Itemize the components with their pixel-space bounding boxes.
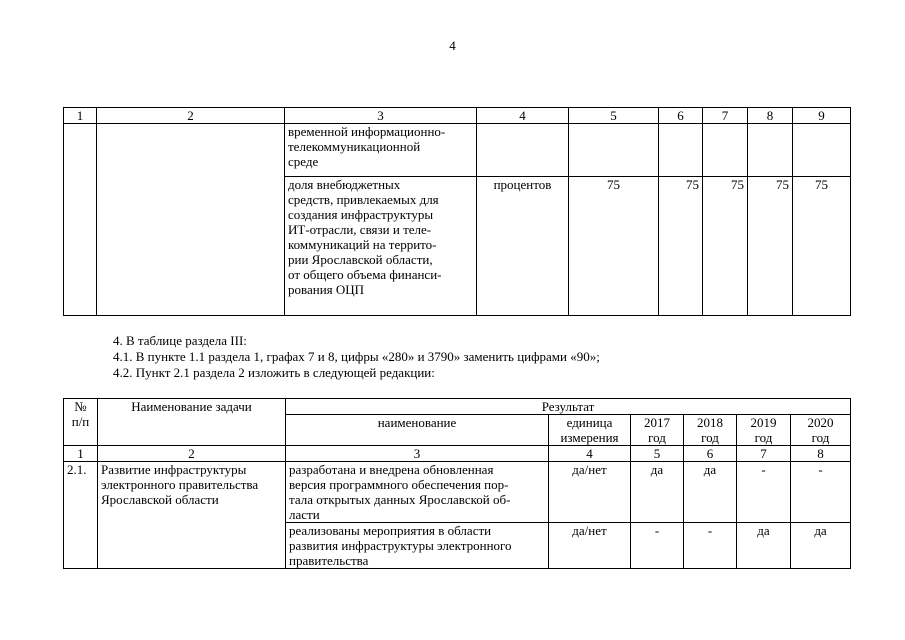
table1-row bbox=[64, 124, 851, 177]
numbering-cell: 4 bbox=[549, 446, 631, 462]
result-value-cell: да bbox=[684, 462, 737, 523]
result-unit-cell: да/нет bbox=[549, 523, 631, 569]
indicator-name-line: доля внебюджетных bbox=[288, 177, 401, 192]
page-number: 4 bbox=[449, 38, 456, 53]
amendment-paragraph: 4.1. В пункте 1.1 раздела 1, графах 7 и 8, цифры «280» и 3790» заменить цифрами «90»; bbox=[113, 349, 600, 364]
table1-cell bbox=[64, 124, 97, 316]
indicator-name-line: от общего объема финанси- bbox=[288, 267, 442, 282]
numbering-cell: 1 bbox=[64, 446, 98, 462]
col-year-header: 2018 год bbox=[684, 415, 737, 446]
table1-header-cell: 2 bbox=[97, 108, 285, 124]
table1-cell bbox=[703, 124, 748, 177]
table1-cell bbox=[793, 124, 851, 177]
indicator-name-line: рии Ярославской области, bbox=[288, 252, 433, 267]
col-task-header: Наименование задачи bbox=[98, 399, 286, 446]
tasks-table bbox=[63, 398, 851, 569]
table1-header-cell: 3 bbox=[285, 108, 477, 124]
table1-header-cell: 4 bbox=[477, 108, 569, 124]
table1-cell bbox=[97, 124, 285, 316]
result-value-cell: - bbox=[737, 462, 791, 523]
amendment-paragraph: 4.2. Пункт 2.1 раздела 2 изложить в следующей редакции: bbox=[113, 365, 435, 380]
col-year-header: 2017 год bbox=[631, 415, 684, 446]
result-value-cell: - bbox=[684, 523, 737, 569]
numbering-cell: 6 bbox=[684, 446, 737, 462]
numbering-cell: 2 bbox=[98, 446, 286, 462]
amendment-paragraph: 4. В таблице раздела III: bbox=[113, 333, 247, 348]
indicator-name-line: рования ОЦП bbox=[288, 282, 365, 297]
table2-numbering-row bbox=[64, 446, 851, 462]
numbering-cell: 8 bbox=[791, 446, 851, 462]
result-value-cell: да bbox=[631, 462, 684, 523]
result-unit-cell: да/нет bbox=[549, 462, 631, 523]
indicator-name-cell bbox=[285, 177, 477, 316]
table1-cell bbox=[477, 124, 569, 177]
col-result-header: Результат bbox=[286, 399, 851, 415]
table2-header-row bbox=[64, 399, 851, 415]
result-value-cell: да bbox=[737, 523, 791, 569]
indicator-name-line: телекоммуникационной bbox=[288, 139, 421, 154]
table1-header-row bbox=[64, 108, 851, 124]
result-value-cell: да bbox=[791, 523, 851, 569]
indicator-name-line: средств, привлекаемых для bbox=[288, 192, 439, 207]
table1-header-cell: 5 bbox=[569, 108, 659, 124]
indicator-name-cell bbox=[285, 124, 477, 177]
indicator-name-line: временной информационно- bbox=[288, 124, 446, 139]
result-name-cell: разработана и внедрена обновленная версия программного обеспечения пор- тала открытых данных Ярославской об- ласти bbox=[286, 462, 549, 523]
value-cell: 75 bbox=[793, 177, 851, 316]
task-cell: Развитие инфраструктуры электронного правительства Ярославской области bbox=[98, 462, 286, 569]
row-num-cell: 2.1. bbox=[64, 462, 98, 569]
table1-cell bbox=[569, 124, 659, 177]
table1-header-cell: 1 bbox=[64, 108, 97, 124]
col-name-header: наименование bbox=[286, 415, 549, 446]
table1-header-cell: 7 bbox=[703, 108, 748, 124]
value-cell: 75 bbox=[569, 177, 659, 316]
numbering-cell: 5 bbox=[631, 446, 684, 462]
table1-header-cell: 6 bbox=[659, 108, 703, 124]
table1-header-cell: 8 bbox=[748, 108, 793, 124]
indicators-table bbox=[63, 107, 851, 316]
result-name-cell: реализованы мероприятия в области развития инфраструктуры электронного правительства bbox=[286, 523, 549, 569]
numbering-cell: 3 bbox=[286, 446, 549, 462]
table1-header-cell: 9 bbox=[793, 108, 851, 124]
table2-row bbox=[64, 462, 851, 523]
value-cell: 75 bbox=[748, 177, 793, 316]
col-year-header: 2019 год bbox=[737, 415, 791, 446]
indicator-name-line: создания инфраструктуры bbox=[288, 207, 434, 222]
indicator-name-line: ИТ-отрасли, связи и теле- bbox=[288, 222, 432, 237]
indicator-name-line: среде bbox=[288, 154, 319, 169]
result-value-cell: - bbox=[631, 523, 684, 569]
value-cell: 75 bbox=[703, 177, 748, 316]
value-cell: 75 bbox=[659, 177, 703, 316]
table1-cell bbox=[659, 124, 703, 177]
unit-cell: процентов bbox=[477, 177, 569, 316]
table1-cell bbox=[748, 124, 793, 177]
col-unit-header: единица измерения bbox=[549, 415, 631, 446]
col-num-header: № п/п bbox=[64, 399, 98, 446]
col-year-header: 2020 год bbox=[791, 415, 851, 446]
indicator-name-line: коммуникаций на террито- bbox=[288, 237, 437, 252]
numbering-cell: 7 bbox=[737, 446, 791, 462]
result-value-cell: - bbox=[791, 462, 851, 523]
